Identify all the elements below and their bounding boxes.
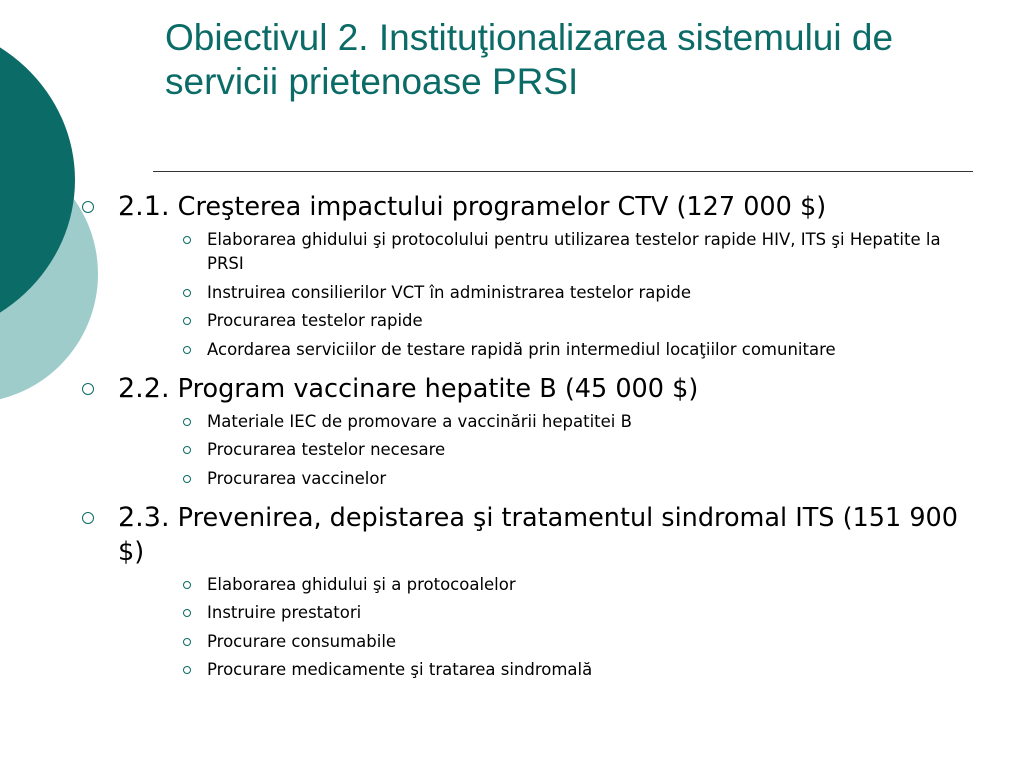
list-item-text: Procurarea vaccinelor: [207, 468, 387, 488]
list-item-text: Procurarea testelor necesare: [207, 440, 446, 459]
section-2-1: [80, 190, 980, 362]
hollow-circle-bullet-icon: [183, 638, 191, 646]
list-item: [207, 630, 980, 654]
slide-title: Obiectivul 2. Instituţionalizarea sistemului de servicii prietenoase PRSI: [165, 17, 894, 102]
hollow-circle-bullet-icon: [183, 346, 191, 354]
list-item: [207, 573, 980, 597]
hollow-circle-bullet-icon: [183, 289, 191, 297]
list-item-text: Elaborarea ghidului şi a protocoalelor: [207, 574, 516, 594]
list-item: [207, 467, 980, 491]
list-item: [207, 281, 980, 305]
section-heading: [80, 190, 980, 224]
hollow-circle-bullet-icon: [82, 201, 94, 213]
hollow-circle-bullet-icon: [183, 317, 191, 325]
list-item-text: Procurare consumabile: [207, 631, 397, 651]
title-divider: [153, 171, 973, 172]
list-item: [207, 228, 980, 276]
list-item-text: Materiale IEC de promovare a vaccinării hepatitei B: [207, 411, 632, 431]
list-item-text: Instruirea consilierilor VCT în administrarea testelor rapide: [207, 282, 692, 302]
slide-content: [80, 190, 980, 692]
list-item-text: Elaborarea ghidului şi protocolului pentru utilizarea testelor rapide HIV, ITS şi Hepatite la PRSI: [207, 230, 941, 273]
list-item: [207, 658, 980, 682]
hollow-circle-bullet-icon: [183, 446, 191, 454]
section-items: [80, 228, 980, 362]
hollow-circle-bullet-icon: [183, 475, 191, 483]
hollow-circle-bullet-icon: [183, 418, 191, 426]
section-number: 2.3.: [118, 501, 170, 533]
hollow-circle-bullet-icon: [183, 666, 191, 674]
hollow-circle-bullet-icon: [82, 512, 94, 524]
section-heading-text: Creşterea impactului programelor CTV (127 000 $): [177, 192, 827, 222]
section-heading: [80, 501, 980, 569]
list-item: [207, 309, 980, 333]
section-heading: [80, 372, 980, 406]
section-heading-text: Prevenirea, depistarea şi tratamentul sindromal ITS (151 900 $): [118, 502, 958, 567]
hollow-circle-bullet-icon: [82, 383, 94, 395]
hollow-circle-bullet-icon: [183, 581, 191, 589]
section-number: 2.1.: [118, 191, 170, 222]
list-item-text: Acordarea serviciilor de testare rapidă prin intermediul locaţiilor comunitare: [207, 339, 836, 359]
section-items: [80, 410, 980, 491]
list-item: [207, 601, 980, 625]
section-number: 2.2.: [118, 372, 170, 404]
list-item: [207, 410, 980, 434]
section-items: [80, 573, 980, 683]
list-item-text: Procurare medicamente şi tratarea sindromală: [207, 660, 593, 679]
section-2-3: [80, 501, 980, 683]
list-item: [207, 438, 980, 462]
hollow-circle-bullet-icon: [183, 236, 191, 244]
section-2-2: [80, 372, 980, 491]
list-item-text: Instruire prestatori: [207, 603, 362, 622]
list-item: [207, 338, 980, 362]
list-item-text: Procurarea testelor rapide: [207, 311, 423, 330]
hollow-circle-bullet-icon: [183, 609, 191, 617]
section-heading-text: Program vaccinare hepatite B (45 000 $): [177, 373, 699, 404]
